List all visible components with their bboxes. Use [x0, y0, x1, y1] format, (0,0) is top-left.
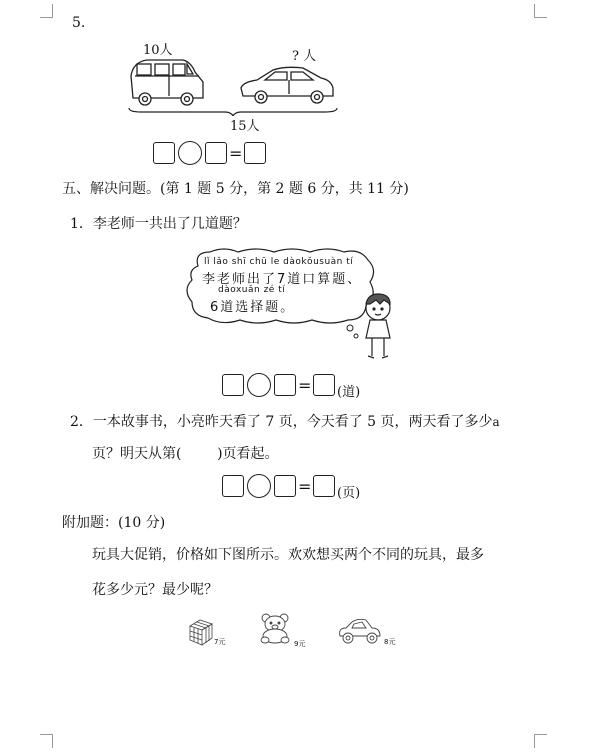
section-title: 五、解决问题。(第 1 题 5 分，第 2 题 6 分，共 11 分) [62, 181, 409, 197]
crop-mark [52, 4, 53, 18]
answer-box[interactable] [313, 475, 335, 497]
van-count-label: 10人 [143, 43, 173, 58]
answer-box[interactable] [205, 142, 227, 164]
crop-mark [534, 4, 535, 18]
bubble-text: 6道选择题。 [210, 300, 296, 315]
price-label: 9元 [294, 640, 306, 648]
rubiks-cube-icon [186, 616, 216, 646]
problem-2-text [70, 413, 500, 431]
line-end-mark: a [492, 415, 500, 429]
bubble-pinyin: lǐ lǎo shī chū le dàokǒusuàn tí [204, 257, 354, 267]
answer-box[interactable] [313, 374, 335, 396]
unit-label: (页) [337, 486, 361, 501]
price-label: 7元 [214, 638, 226, 646]
problem-1-question: 1．李老师一共出了几道题？ [70, 216, 247, 232]
teddy-bear-icon [258, 612, 294, 644]
crop-mark [52, 734, 53, 748]
total-brace [129, 108, 337, 116]
crop-mark [534, 734, 547, 735]
equals-sign: = [229, 144, 243, 163]
car-count-label: ? 人 [292, 49, 317, 64]
crop-mark [534, 734, 535, 748]
operator-circle[interactable] [247, 373, 271, 397]
bonus-line-1: 玩具大促销，价格如下图所示。欢欢想买两个不同的玩具，最多 [92, 547, 484, 563]
crop-mark [534, 17, 547, 18]
crop-mark [40, 734, 53, 735]
problem-2-line-1: 2．一本故事书，小亮昨天看了 7 页，今天看了 5 页，两天看了多少 [70, 414, 493, 430]
unit-label: (道) [337, 385, 361, 400]
answer-box[interactable] [274, 374, 296, 396]
vehicles-illustration [125, 54, 340, 116]
price-label: 8元 [384, 638, 396, 646]
bonus-line-2: 花多少元？最少呢？ [92, 582, 218, 598]
equals-sign: = [298, 477, 312, 496]
answer-box[interactable] [222, 475, 244, 497]
question-number: 5. [72, 15, 86, 31]
equals-sign: = [298, 376, 312, 395]
answer-box[interactable] [244, 142, 266, 164]
answer-box[interactable] [153, 142, 175, 164]
toy-car-icon [336, 616, 384, 646]
answer-box[interactable] [222, 374, 244, 396]
operator-circle[interactable] [247, 474, 271, 498]
bubble-pinyin: dàoxuǎn zé tí [218, 285, 286, 295]
van-icon [131, 60, 203, 105]
answer-box[interactable] [274, 475, 296, 497]
boy-icon [366, 294, 390, 358]
bonus-title: 附加题：(10 分) [62, 515, 166, 531]
car-icon [241, 67, 333, 103]
operator-circle[interactable] [178, 141, 202, 165]
problem-2-line-2: 页？明天从第( )页看起。 [92, 446, 279, 462]
crop-mark [40, 17, 53, 18]
bubble-text: 李老师出了7道口算题、 [202, 272, 363, 287]
total-count-label: 15人 [230, 119, 260, 134]
